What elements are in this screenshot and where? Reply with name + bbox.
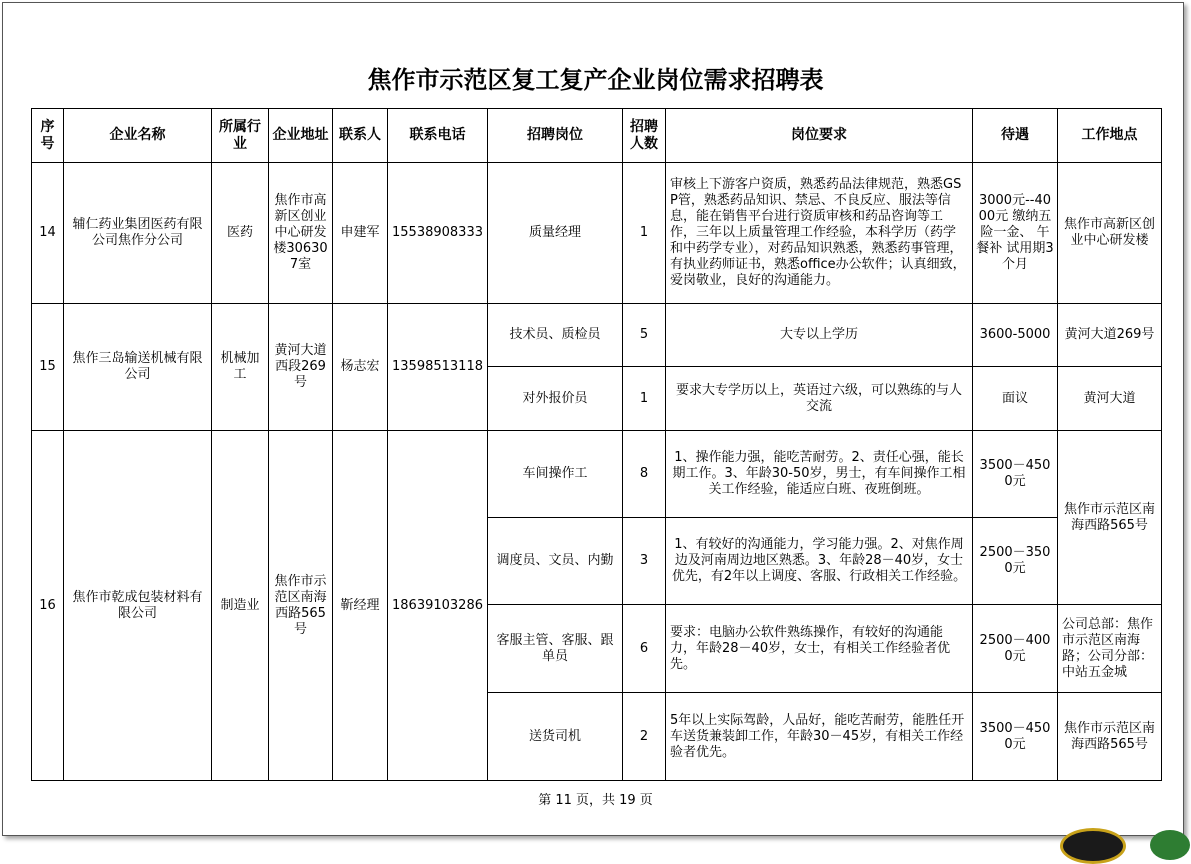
job-requirement: 大专以上学历 — [666, 304, 973, 367]
header-cell: 招聘岗位 — [488, 109, 623, 163]
company-address: 焦作市示范区南海西路565号 — [269, 431, 333, 781]
job-count: 1 — [623, 163, 666, 304]
contact-person: 申建军 — [333, 163, 388, 304]
page-footer: 第 11 页，共 19 页 — [538, 793, 653, 808]
salary: 面议 — [973, 367, 1058, 431]
header-cell: 企业名称 — [64, 109, 212, 163]
company-name: 焦作市乾成包装材料有限公司 — [64, 431, 212, 781]
job-title: 送货司机 — [488, 693, 623, 781]
job-requirement: 1、操作能力强，能吃苦耐劳。2、责任心强，能长期工作。3、年龄30-50岁，男士，有车间操作工相关工作经验，能适应白班、夜班倒班。 — [666, 431, 973, 518]
industry: 制造业 — [212, 431, 269, 781]
job-title: 对外报价员 — [488, 367, 623, 431]
company-name: 焦作三岛输送机械有限公司 — [64, 304, 212, 431]
work-location: 焦作市高新区创业中心研发楼 — [1058, 163, 1162, 304]
header-cell: 招聘人数 — [623, 109, 666, 163]
contact-phone: 18639103286 — [388, 431, 488, 781]
table-row — [32, 431, 1162, 518]
industry: 机械加工 — [212, 304, 269, 431]
job-requirement: 审核上下游客户资质，熟悉药品法律规范，熟悉GSP管，熟悉药品知识、禁忌、不良反应、服法等信息，能在销售平台进行资质审核和药品咨询等工作，三年以上质量管理工作经验，本科学历（药学和中药学专业），对药品知识熟悉，熟悉药事管理，有执业药师证书，熟悉office办公软件；认真细致，爱岗敬业，良好的沟通能力。 — [666, 163, 973, 304]
header-cell: 工作地点 — [1058, 109, 1162, 163]
work-location: 焦作市示范区南海西路565号 — [1058, 431, 1162, 605]
salary: 3500－4500元 — [973, 431, 1058, 518]
company-name: 辅仁药业集团医药有限公司焦作分公司 — [64, 163, 212, 304]
job-count: 2 — [623, 693, 666, 781]
leaf-icon — [1150, 830, 1190, 860]
job-requirement: 要求大专学历以上，英语过六级，可以熟练的与人交流 — [666, 367, 973, 431]
job-title: 质量经理 — [488, 163, 623, 304]
salary: 2500－3500元 — [973, 518, 1058, 605]
job-count: 1 — [623, 367, 666, 431]
job-title: 车间操作工 — [488, 431, 623, 518]
contact-person: 杨志宏 — [333, 304, 388, 431]
row-number: 15 — [32, 304, 64, 431]
header-cell: 所属行业 — [212, 109, 269, 163]
job-requirement: 要求：电脑办公软件熟练操作，有较好的沟通能力，年龄28－40岁，女士，有相关工作经验者优先。 — [666, 605, 973, 693]
row-number: 16 — [32, 431, 64, 781]
contact-phone: 15538908333 — [388, 163, 488, 304]
contact-phone: 13598513118 — [388, 304, 488, 431]
header-row — [32, 109, 1162, 163]
header-cell: 岗位要求 — [666, 109, 973, 163]
header-cell: 待遇 — [973, 109, 1058, 163]
table-row — [32, 163, 1162, 304]
job-count: 6 — [623, 605, 666, 693]
badge-icon — [1060, 828, 1126, 864]
work-location: 焦作市示范区南海西路565号 — [1058, 693, 1162, 781]
contact-person: 靳经理 — [333, 431, 388, 781]
industry: 医药 — [212, 163, 269, 304]
job-title: 技术员、质检员 — [488, 304, 623, 367]
salary: 3000元--4000元 缴纳五险一金、 午餐补 试用期3个月 — [973, 163, 1058, 304]
job-requirement: 1、有较好的沟通能力，学习能力强。2、对焦作周边及河南周边地区熟悉。3、年龄28－40岁，女士优先，有2年以上调度、客服、行政相关工作经验。 — [666, 518, 973, 605]
salary: 2500－4000元 — [973, 605, 1058, 693]
work-location: 黄河大道269号 — [1058, 304, 1162, 367]
work-location: 黄河大道 — [1058, 367, 1162, 431]
job-title: 调度员、文员、内勤 — [488, 518, 623, 605]
job-count: 8 — [623, 431, 666, 518]
job-count: 5 — [623, 304, 666, 367]
header-cell: 联系电话 — [388, 109, 488, 163]
page-title: 焦作市示范区复工复产企业岗位需求招聘表 — [367, 66, 824, 94]
recruitment-table — [31, 108, 1162, 781]
job-title: 客服主管、客服、跟单员 — [488, 605, 623, 693]
job-count: 3 — [623, 518, 666, 605]
row-number: 14 — [32, 163, 64, 304]
header-cell: 序号 — [32, 109, 64, 163]
salary: 3500－4500元 — [973, 693, 1058, 781]
table-row — [32, 304, 1162, 367]
header-cell: 联系人 — [333, 109, 388, 163]
company-address: 焦作市高新区创业中心研发楼306307室 — [269, 163, 333, 304]
header-cell: 企业地址 — [269, 109, 333, 163]
salary: 3600-5000 — [973, 304, 1058, 367]
job-requirement: 5年以上实际驾龄，人品好，能吃苦耐劳，能胜任开车送货兼装卸工作，年龄30－45岁，有相关工作经验者优先。 — [666, 693, 973, 781]
company-address: 黄河大道西段269号 — [269, 304, 333, 431]
work-location: 公司总部：焦作市示范区南海路；公司分部：中站五金城 — [1058, 605, 1162, 693]
